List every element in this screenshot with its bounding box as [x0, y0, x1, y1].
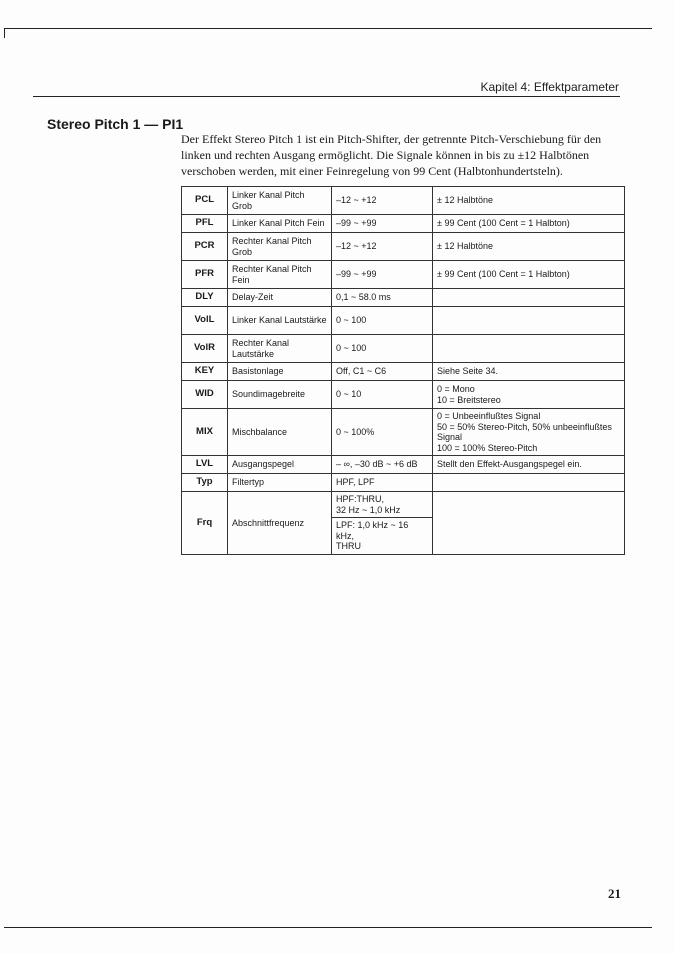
param-code: VolR — [182, 335, 228, 363]
param-code: KEY — [182, 363, 228, 381]
section-title: Stereo Pitch 1 — PI1 — [47, 116, 184, 132]
param-note — [433, 474, 625, 492]
param-desc: Linker Kanal Lautstärke — [228, 307, 332, 335]
param-note: 0 = Mono 10 = Breitstereo — [433, 381, 625, 409]
table-row — [182, 456, 625, 474]
param-range: Off, C1 ~ C6 — [332, 363, 433, 381]
table-row — [182, 215, 625, 233]
param-code: PFR — [182, 261, 228, 289]
table-row — [182, 335, 625, 363]
page-number: 21 — [608, 886, 621, 901]
parameter-table-body — [182, 187, 625, 492]
param-range: – ∞, –30 dB ~ +6 dB — [332, 456, 433, 474]
param-desc: Rechter Kanal Lautstärke — [228, 335, 332, 363]
param-range: –99 ~ +99 — [332, 261, 433, 289]
table-row — [182, 233, 625, 261]
param-range: 0,1 ~ 58.0 ms — [332, 289, 433, 307]
param-note — [433, 492, 625, 555]
param-note — [433, 335, 625, 363]
param-note: 0 = Unbeeinflußtes Signal 50 = 50% Stereo-Pitch, 50% unbeeinflußtes Signal 100 = 100% Stereo-Pitch — [433, 409, 625, 456]
intro-paragraph: Der Effekt Stereo Pitch 1 ist ein Pitch-Shifter, der getrennte Pitch-Verschiebung für den linken und rechten Ausgang ermöglicht. Die Signale können in bis zu ±12 Halbtönen verschoben werden, mit einer Feinregelung von 99 Cent (Halbtonhundertsteln). — [181, 132, 602, 179]
param-range: –99 ~ +99 — [332, 215, 433, 233]
table-row — [182, 363, 625, 381]
table-row-frq — [182, 492, 625, 518]
param-desc: Linker Kanal Pitch Grob — [228, 187, 332, 215]
param-code: LVL — [182, 456, 228, 474]
param-note: Siehe Seite 34. — [433, 363, 625, 381]
param-desc: Linker Kanal Pitch Fein — [228, 215, 332, 233]
top-rule-tick — [4, 28, 5, 38]
table-row — [182, 474, 625, 492]
table-row — [182, 187, 625, 215]
param-code: MIX — [182, 409, 228, 456]
bottom-rule — [4, 927, 652, 928]
param-desc: Filtertyp — [228, 474, 332, 492]
param-code: DLY — [182, 289, 228, 307]
param-range-hpf — [332, 492, 433, 518]
param-code: PCR — [182, 233, 228, 261]
parameter-table — [181, 186, 625, 555]
param-range: 0 ~ 10 — [332, 381, 433, 409]
param-desc: Mischbalance — [228, 409, 332, 456]
param-note: ± 99 Cent (100 Cent = 1 Halbton) — [433, 215, 625, 233]
param-range: 0 ~ 100 — [332, 307, 433, 335]
lpf-value: LPF: 1,0 kHz ~ 16 kHz, — [336, 520, 409, 541]
param-desc: Basistonlage — [228, 363, 332, 381]
param-desc: Rechter Kanal Pitch Grob — [228, 233, 332, 261]
param-desc: Rechter Kanal Pitch Fein — [228, 261, 332, 289]
param-range-lpf — [332, 518, 433, 555]
lpf-thru: THRU — [336, 541, 361, 551]
param-desc: Ausgangspegel — [228, 456, 332, 474]
param-note: ± 12 Halbtöne — [433, 233, 625, 261]
param-note: Stellt den Effekt-Ausgangspegel ein. — [433, 456, 625, 474]
param-range: –12 ~ +12 — [332, 187, 433, 215]
frq-rows — [182, 492, 625, 555]
param-code: WID — [182, 381, 228, 409]
param-range: –12 ~ +12 — [332, 233, 433, 261]
param-note — [433, 289, 625, 307]
param-note — [433, 307, 625, 335]
param-note: ± 99 Cent (100 Cent = 1 Halbton) — [433, 261, 625, 289]
table-row — [182, 307, 625, 335]
param-code: VolL — [182, 307, 228, 335]
param-range: HPF, LPF — [332, 474, 433, 492]
param-code: Frq — [182, 492, 228, 555]
table-row — [182, 289, 625, 307]
param-note: ± 12 Halbtöne — [433, 187, 625, 215]
param-code: PCL — [182, 187, 228, 215]
param-desc: Soundimagebreite — [228, 381, 332, 409]
hpf-value: 32 Hz ~ 1,0 kHz — [336, 504, 401, 515]
param-desc: Delay-Zeit — [228, 289, 332, 307]
param-code: Typ — [182, 474, 228, 492]
table-row — [182, 261, 625, 289]
param-code: PFL — [182, 215, 228, 233]
table-row — [182, 409, 625, 456]
chapter-rule — [33, 96, 620, 97]
chapter-heading: Kapitel 4: Effektparameter — [480, 80, 619, 94]
param-desc: Abschnittfrequenz — [228, 492, 332, 555]
param-range: 0 ~ 100% — [332, 409, 433, 456]
hpf-label: HPF:THRU, — [336, 494, 384, 504]
top-rule — [4, 28, 652, 29]
param-range: 0 ~ 100 — [332, 335, 433, 363]
table-row — [182, 381, 625, 409]
